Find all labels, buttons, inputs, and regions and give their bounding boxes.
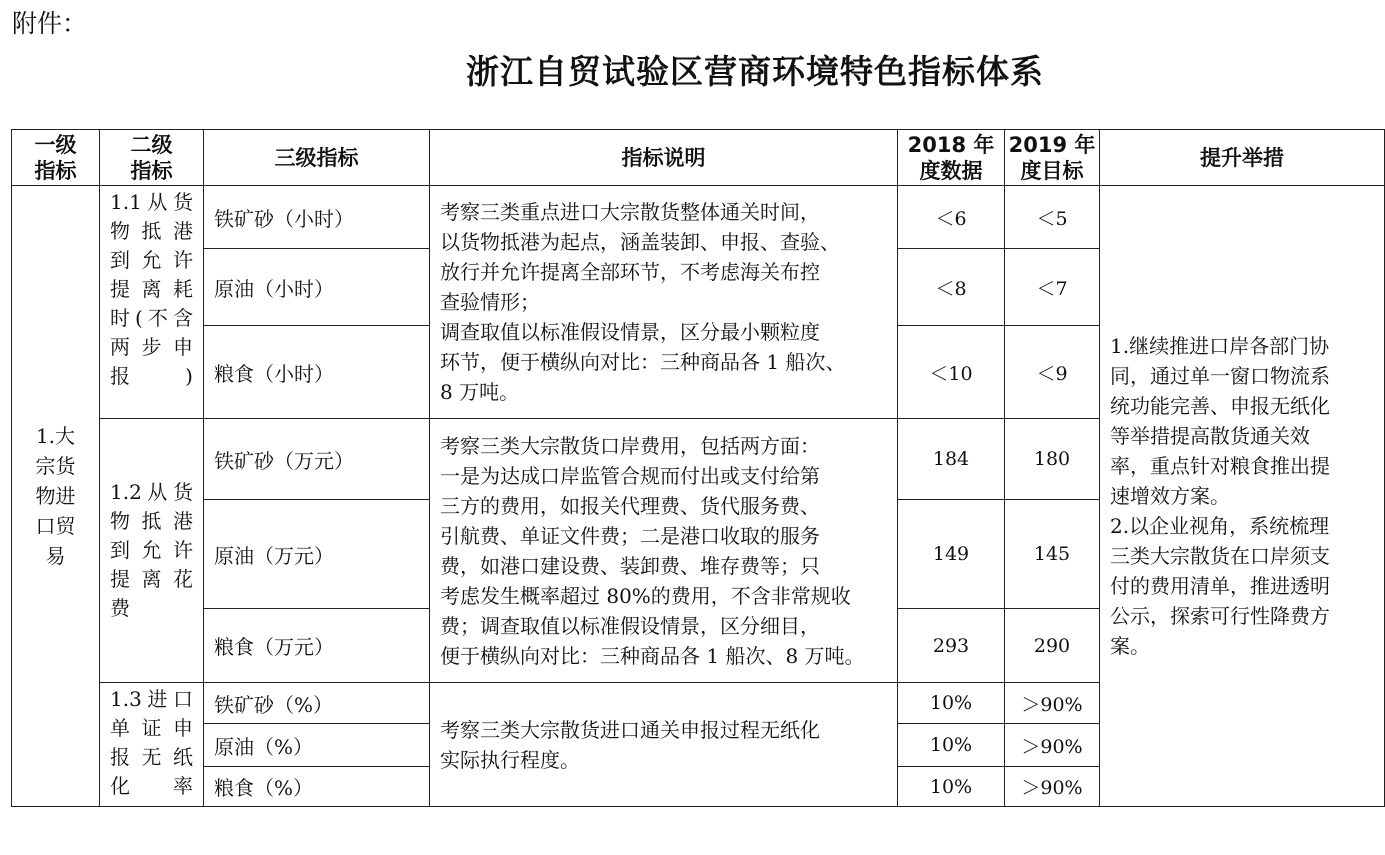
header-row (12, 130, 1385, 186)
level3-indicator: 粮食（%） (204, 767, 430, 807)
level2-indicator: 1.2从货 物 抵 港 到 允 许 提 离 花 费 (100, 419, 204, 683)
target-2019-value: 145 (1005, 500, 1100, 609)
target-2019-value: 180 (1005, 419, 1100, 500)
level3-indicator: 原油（万元） (204, 500, 430, 609)
indicator-description: 考察三类重点进口大宗散货整体通关时间， 以货物抵港为起点，涵盖装卸、申报、查验、 放行并允许提离全部环节，不考虑海关布控 查验情形； 调查取值以标准假设情景，区分最小颗粒度 环节，便于横纵向对比：三种商品各 1 船次、 8 万吨。 (430, 186, 898, 419)
table-row (12, 186, 1385, 249)
data-2018-value: 184 (898, 419, 1005, 500)
level3-indicator: 铁矿砂（万元） (204, 419, 430, 500)
target-2019-value: ＜5 (1005, 186, 1100, 249)
target-2019-value: ＞90% (1005, 724, 1100, 767)
header-measures: 提升举措 (1100, 130, 1385, 186)
attachment-label: 附件： (12, 9, 88, 38)
indicator-table (11, 129, 1385, 807)
level3-indicator: 原油（%） (204, 724, 430, 767)
header-target-2019: 2019 年 度目标 (1005, 130, 1100, 186)
target-2019-value: ＜7 (1005, 249, 1100, 326)
page-title: 浙江自贸试验区营商环境特色指标体系 (466, 52, 1044, 91)
data-2018-value: ＜6 (898, 186, 1005, 249)
target-2019-value: ＞90% (1005, 767, 1100, 807)
indicator-description: 考察三类大宗散货口岸费用，包括两方面： 一是为达成口岸监管合规而付出或支付给第 三方的费用，如报关代理费、货代服务费、 引航费、单证文件费；二是港口收取的服务 费，如港口建设费、装卸费、堆存费等；只 考虑发生概率超过 80%的费用，不含非常规收 费；调查取值以标准假设情景，区分细目， 便于横纵向对比：三种商品各 1 船次、8 万吨。 (430, 419, 898, 683)
level3-indicator: 铁矿砂（%） (204, 683, 430, 724)
header-description: 指标说明 (430, 130, 898, 186)
header-level1: 一级 指标 (12, 130, 100, 186)
data-2018-value: 10% (898, 683, 1005, 724)
data-2018-value: ＜10 (898, 326, 1005, 419)
improvement-measures: 1.继续推进口岸各部门协 同，通过单一窗口物流系 统功能完善、申报无纸化 等举措提高散货通关效 率，重点针对粮食推出提 速增效方案。 2.以企业视角，系统梳理 三类大宗散货在口岸须支 付的费用清单，推进透明 公示，探索可行性降费方 案。 (1100, 186, 1385, 807)
data-2018-value: ＜8 (898, 249, 1005, 326)
level2-indicator: 1.3进口 单 证 申 报 无 纸 化率 (100, 683, 204, 807)
target-2019-value: ＞90% (1005, 683, 1100, 724)
target-2019-value: ＜9 (1005, 326, 1100, 419)
indicator-description: 考察三类大宗散货进口通关申报过程无纸化 实际执行程度。 (430, 683, 898, 807)
level2-indicator: 1.1从货 物 抵 港 到 允 许 提 离 耗 时(不含 两 步 申 报) (100, 186, 204, 419)
level3-indicator: 粮食（小时） (204, 326, 430, 419)
data-2018-value: 10% (898, 724, 1005, 767)
data-2018-value: 293 (898, 609, 1005, 683)
level3-indicator: 原油（小时） (204, 249, 430, 326)
header-level2: 二级 指标 (100, 130, 204, 186)
level1-indicator: 1.大 宗货 物进 口贸 易 (12, 186, 100, 807)
level3-indicator: 铁矿砂（小时） (204, 186, 430, 249)
header-data-2018: 2018 年 度数据 (898, 130, 1005, 186)
target-2019-value: 290 (1005, 609, 1100, 683)
data-2018-value: 10% (898, 767, 1005, 807)
header-level3: 三级指标 (204, 130, 430, 186)
level3-indicator: 粮食（万元） (204, 609, 430, 683)
data-2018-value: 149 (898, 500, 1005, 609)
